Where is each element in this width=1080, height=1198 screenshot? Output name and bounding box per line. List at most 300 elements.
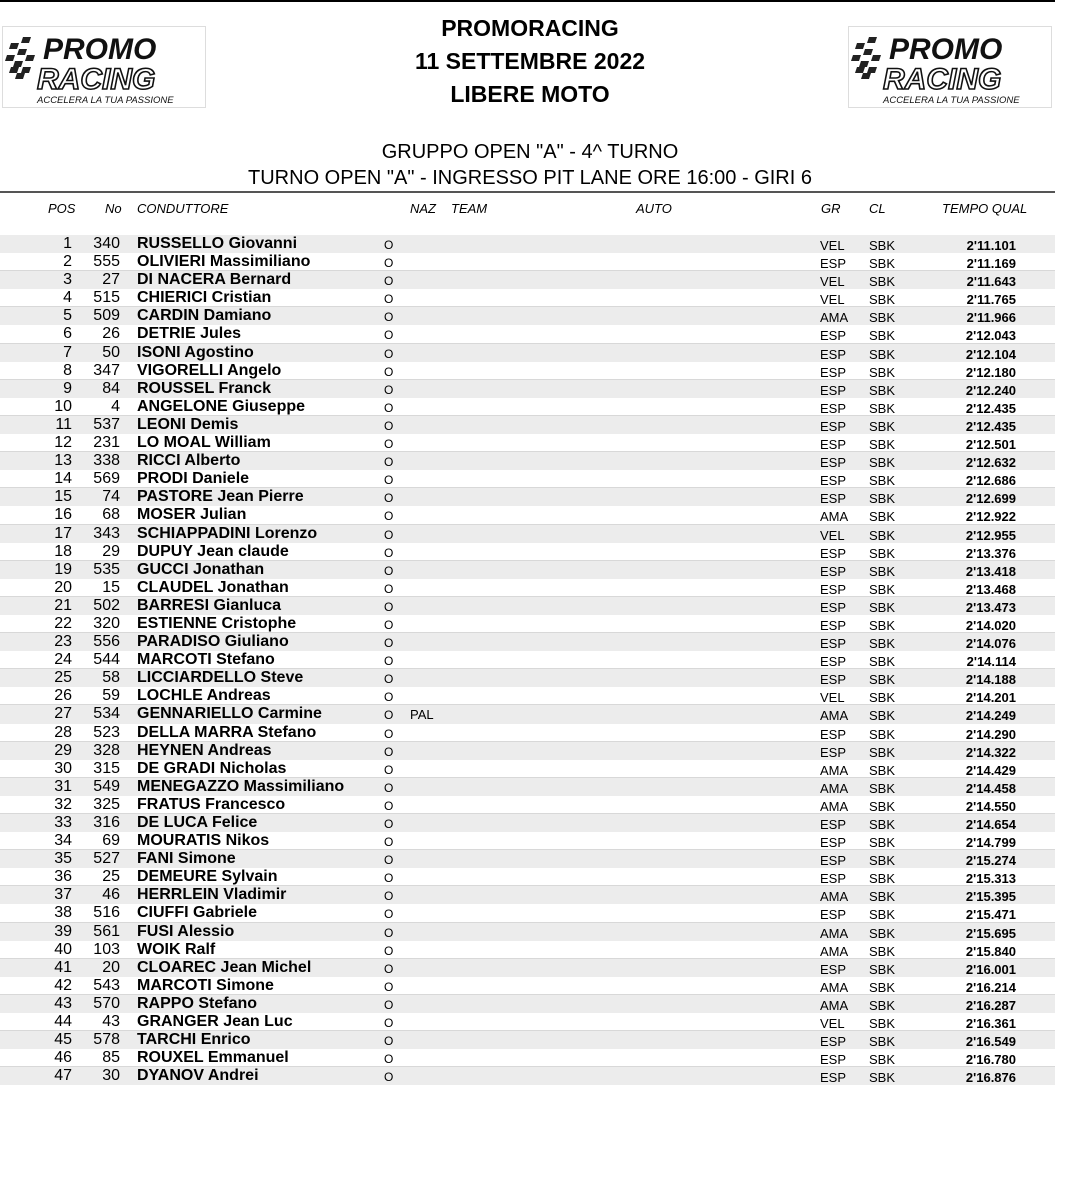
row-driver: LOCHLE Andreas <box>137 687 271 705</box>
row-naz: O <box>384 400 394 415</box>
title-line-1: PROMORACING <box>441 15 619 41</box>
table-row <box>0 633 1055 651</box>
row-number: 537 <box>93 415 120 433</box>
row-naz: O <box>384 455 394 470</box>
row-naz: O <box>384 744 394 759</box>
row-time: 2'14.188 <box>965 672 1016 688</box>
row-driver: DUPUY Jean claude <box>137 542 289 560</box>
row-naz: O <box>384 889 394 904</box>
table-row <box>0 778 1055 796</box>
row-naz: O <box>384 1016 394 1031</box>
document-title <box>330 12 730 111</box>
svg-text:PROMO: PROMO <box>43 33 157 66</box>
row-pos: 16 <box>54 506 72 524</box>
row-group: ESP <box>820 654 847 670</box>
table-row <box>0 561 1055 579</box>
svg-text:ACCELERA LA TUA PASSIONE: ACCELERA LA TUA PASSIONE <box>37 95 174 106</box>
row-pos: 8 <box>63 361 72 379</box>
row-class: SBK <box>869 563 896 579</box>
table-row <box>0 380 1055 398</box>
row-class: SBK <box>869 961 896 977</box>
row-naz: O <box>384 654 394 669</box>
row-class: SBK <box>869 491 896 507</box>
row-number: 29 <box>102 542 120 560</box>
row-time: 2'11.966 <box>966 310 1016 326</box>
row-number: 549 <box>93 777 120 795</box>
row-driver: FUSI Alessio <box>137 922 235 940</box>
row-driver: ROUSSEL Franck <box>137 379 271 397</box>
table-row <box>0 470 1055 488</box>
row-pos: 5 <box>63 307 72 325</box>
table-row <box>0 253 1055 271</box>
row-driver: LO MOAL William <box>137 434 271 452</box>
row-number: 543 <box>93 976 120 994</box>
row-time: 2'16.876 <box>965 1070 1016 1086</box>
row-pos: 46 <box>54 1049 72 1067</box>
row-time: 2'12.955 <box>965 527 1016 543</box>
row-class: SBK <box>869 853 896 869</box>
table-row <box>0 742 1055 760</box>
row-time: 2'16.001 <box>965 961 1016 977</box>
row-pos: 41 <box>54 958 72 976</box>
row-group: ESP <box>820 346 847 362</box>
row-naz: O <box>384 382 394 397</box>
table-row <box>0 525 1055 543</box>
table-row <box>0 398 1055 416</box>
row-time: 2'12.922 <box>965 509 1016 525</box>
table-row <box>0 868 1055 886</box>
row-class: SBK <box>869 382 896 398</box>
row-naz: O <box>384 997 394 1012</box>
row-number: 68 <box>102 506 120 524</box>
row-driver: ROUXEL Emmanuel <box>137 1049 289 1067</box>
row-time: 2'11.643 <box>966 274 1016 290</box>
row-group: AMA <box>820 780 849 796</box>
results-table <box>0 235 1055 1085</box>
row-class: SBK <box>869 473 896 489</box>
row-pos: 26 <box>54 687 72 705</box>
col-header-pos: POS <box>48 201 76 216</box>
row-group: ESP <box>820 835 847 851</box>
row-driver: MARCOTI Stefano <box>137 651 275 669</box>
row-class: SBK <box>869 1052 896 1068</box>
row-time: 2'15.840 <box>965 943 1016 959</box>
row-number: 103 <box>93 940 120 958</box>
row-driver: FANI Simone <box>137 850 236 868</box>
row-group: AMA <box>820 943 849 959</box>
row-naz: O <box>384 491 394 506</box>
row-driver: SCHIAPPADINI Lorenzo <box>137 524 318 542</box>
session-group: GRUPPO OPEN "A" - 4^ TURNO <box>381 141 679 163</box>
row-group: ESP <box>820 473 847 489</box>
row-naz: O <box>384 762 394 777</box>
row-class: SBK <box>869 907 896 923</box>
row-class: SBK <box>869 599 896 615</box>
row-pos: 47 <box>54 1067 72 1085</box>
row-group: ESP <box>820 744 847 760</box>
row-group: ESP <box>820 672 847 688</box>
row-group: ESP <box>820 1070 847 1086</box>
row-naz: O <box>384 581 394 596</box>
row-pos: 7 <box>63 343 72 361</box>
row-driver: PARADISO Giuliano <box>137 633 289 651</box>
row-group: ESP <box>820 817 847 832</box>
col-header-cl: CL <box>869 201 886 216</box>
table-row <box>0 452 1055 470</box>
row-number: 30 <box>102 1067 120 1085</box>
row-group: AMA <box>820 889 849 905</box>
session-details: TURNO OPEN "A" - INGRESSO PIT LANE ORE 16:00 - GIRI 6 <box>248 167 812 189</box>
row-naz: O <box>384 292 394 307</box>
row-class: SBK <box>869 636 896 652</box>
row-time: 2'12.632 <box>965 455 1016 471</box>
row-number: 27 <box>102 271 120 289</box>
row-number: 325 <box>93 795 120 813</box>
row-driver: MOSER Julian <box>137 506 247 524</box>
row-group: AMA <box>820 798 849 814</box>
row-driver: MARCOTI Simone <box>137 976 274 994</box>
row-driver: GENNARIELLO Carmine <box>137 705 322 723</box>
row-number: 544 <box>93 651 120 669</box>
row-group: AMA <box>820 509 849 525</box>
row-driver: RUSSELLO Giovanni <box>137 235 298 252</box>
row-time: 2'15.274 <box>965 853 1016 869</box>
row-pos: 28 <box>54 723 72 741</box>
table-row <box>0 705 1055 723</box>
row-time: 2'14.799 <box>965 835 1016 851</box>
row-time: 2'12.180 <box>965 364 1016 380</box>
row-number: 570 <box>93 994 120 1012</box>
row-class: SBK <box>869 310 896 326</box>
table-row <box>0 325 1055 343</box>
row-time: 2'14.201 <box>965 690 1016 706</box>
row-number: 340 <box>93 235 120 252</box>
row-number: 347 <box>93 361 120 379</box>
row-driver: TARCHI Enrico <box>137 1031 251 1049</box>
row-pos: 3 <box>63 271 72 289</box>
row-number: 556 <box>93 633 120 651</box>
row-number: 59 <box>102 687 120 705</box>
row-naz: O <box>384 418 394 433</box>
table-row <box>0 307 1055 325</box>
row-naz: O <box>384 943 394 958</box>
row-class: SBK <box>869 889 896 905</box>
row-time: 2'16.287 <box>965 997 1016 1013</box>
row-number: 569 <box>93 470 120 488</box>
row-pos: 29 <box>54 741 72 759</box>
row-class: SBK <box>869 238 896 253</box>
row-group: ESP <box>820 256 847 272</box>
row-number: 516 <box>93 904 120 922</box>
row-driver: DELLA MARRA Stefano <box>137 723 317 741</box>
row-time: 2'12.043 <box>965 328 1016 344</box>
row-class: SBK <box>869 817 896 832</box>
row-number: 69 <box>102 832 120 850</box>
row-number: 515 <box>93 289 120 307</box>
row-class: SBK <box>869 997 896 1013</box>
row-naz: O <box>384 925 394 940</box>
row-time: 2'16.549 <box>965 1034 1016 1050</box>
row-time: 2'12.686 <box>965 473 1016 489</box>
row-group: ESP <box>820 545 847 561</box>
row-number: 561 <box>93 922 120 940</box>
row-driver: DYANOV Andrei <box>137 1067 259 1085</box>
row-class: SBK <box>869 545 896 561</box>
row-group: AMA <box>820 997 849 1013</box>
row-time: 2'14.076 <box>965 636 1016 652</box>
row-group: AMA <box>820 925 849 941</box>
row-group: ESP <box>820 853 847 869</box>
row-driver: LEONI Demis <box>137 415 239 433</box>
row-time: 2'12.104 <box>965 346 1016 362</box>
row-group: ESP <box>820 418 847 434</box>
svg-text:RACING: RACING <box>37 63 156 96</box>
row-number: 46 <box>102 886 120 904</box>
row-pos: 11 <box>55 415 72 433</box>
row-number: 74 <box>102 488 120 506</box>
row-naz: O <box>384 545 394 560</box>
table-row <box>0 506 1055 524</box>
row-pos: 45 <box>54 1031 72 1049</box>
table-row <box>0 941 1055 959</box>
row-time: 2'14.429 <box>965 762 1016 778</box>
row-number: 58 <box>102 669 120 687</box>
row-driver: PRODI Daniele <box>137 470 250 488</box>
col-header-driver: CONDUTTORE <box>137 201 229 216</box>
row-class: SBK <box>869 527 896 543</box>
row-class: SBK <box>869 979 896 995</box>
table-row <box>0 597 1055 615</box>
row-pos: 34 <box>54 832 72 850</box>
table-row <box>0 1031 1055 1049</box>
row-time: 2'16.361 <box>965 1016 1016 1032</box>
row-time: 2'13.468 <box>965 581 1016 597</box>
row-number: 50 <box>102 343 120 361</box>
row-number: 320 <box>93 614 120 632</box>
row-group: ESP <box>820 617 847 633</box>
row-class: SBK <box>869 925 896 941</box>
row-group: ESP <box>820 563 847 579</box>
row-pos: 13 <box>54 452 72 470</box>
row-driver: RAPPO Stefano <box>137 994 258 1012</box>
row-pos: 21 <box>54 596 72 614</box>
row-pos: 20 <box>54 578 72 596</box>
col-header-auto: AUTO <box>636 201 672 216</box>
row-naz: O <box>384 636 394 651</box>
row-driver: CHIERICI Cristian <box>137 289 272 307</box>
row-group: VEL <box>820 238 845 253</box>
row-time: 2'12.435 <box>965 400 1016 416</box>
row-group: ESP <box>820 581 847 597</box>
row-naz: O <box>384 853 394 868</box>
svg-text:RACING: RACING <box>883 63 1002 96</box>
col-header-team: TEAM <box>451 201 488 216</box>
row-class: SBK <box>869 400 896 416</box>
top-rule <box>0 0 1055 2</box>
row-number: 26 <box>102 325 120 343</box>
promoracing-logo-right <box>848 26 1052 108</box>
svg-text:ACCELERA LA TUA PASSIONE: ACCELERA LA TUA PASSIONE <box>883 95 1020 106</box>
table-row <box>0 923 1055 941</box>
row-group: VEL <box>820 527 845 543</box>
row-pos: 40 <box>54 940 72 958</box>
row-pos: 9 <box>63 379 72 397</box>
row-number: 20 <box>102 958 120 976</box>
row-pos: 32 <box>54 795 72 813</box>
row-driver: HERRLEIN Vladimir <box>137 886 287 904</box>
row-group: VEL <box>820 274 845 290</box>
row-time: 2'12.240 <box>965 382 1016 398</box>
row-time: 2'14.249 <box>965 708 1016 724</box>
row-class: SBK <box>869 346 896 362</box>
row-time: 2'12.699 <box>965 491 1016 507</box>
row-driver: GUCCI Jonathan <box>137 560 265 578</box>
row-number: 509 <box>93 307 120 325</box>
row-pos: 43 <box>54 994 72 1012</box>
row-number: 15 <box>102 578 120 596</box>
col-header-no: No <box>105 201 122 216</box>
row-time: 2'13.473 <box>965 599 1016 615</box>
row-naz: O <box>384 617 394 632</box>
row-naz: O <box>384 1052 394 1067</box>
table-row <box>0 760 1055 778</box>
row-team: PAL <box>410 707 434 723</box>
row-time: 2'12.435 <box>965 418 1016 434</box>
row-pos: 38 <box>54 904 72 922</box>
row-number: 84 <box>102 379 120 397</box>
row-class: SBK <box>869 1016 896 1032</box>
row-driver: WOIK Ralf <box>137 940 216 958</box>
row-driver: ANGELONE Giuseppe <box>137 397 306 415</box>
table-row <box>0 886 1055 904</box>
row-naz: O <box>384 708 394 723</box>
table-row <box>0 289 1055 307</box>
row-group: ESP <box>820 364 847 380</box>
table-row <box>0 362 1055 380</box>
row-group: ESP <box>820 455 847 471</box>
row-class: SBK <box>869 292 896 308</box>
table-row <box>0 1067 1055 1085</box>
row-naz: O <box>384 346 394 361</box>
row-pos: 42 <box>54 976 72 994</box>
row-time: 2'15.313 <box>965 871 1016 887</box>
row-time: 2'15.695 <box>965 925 1016 941</box>
row-naz: O <box>384 310 394 325</box>
row-driver: FRATUS Francesco <box>137 795 286 813</box>
row-driver: CIUFFI Gabriele <box>137 904 258 922</box>
table-row <box>0 832 1055 850</box>
table-row <box>0 271 1055 289</box>
row-naz: O <box>384 1070 394 1085</box>
row-class: SBK <box>869 672 896 688</box>
row-naz: O <box>384 672 394 687</box>
col-header-time: TEMPO QUAL <box>942 201 1028 216</box>
row-time: 2'14.654 <box>965 817 1016 832</box>
row-pos: 14 <box>54 470 72 488</box>
row-driver: BARRESI Gianluca <box>137 596 282 614</box>
col-header-gr: GR <box>821 201 841 216</box>
row-driver: GRANGER Jean Luc <box>137 1013 293 1031</box>
row-driver: MENEGAZZO Massimiliano <box>137 777 345 795</box>
row-time: 2'11.101 <box>966 238 1016 253</box>
table-row <box>0 434 1055 452</box>
table-row <box>0 615 1055 633</box>
row-driver: DI NACERA Bernard <box>137 271 292 289</box>
table-row <box>0 904 1055 922</box>
row-class: SBK <box>869 744 896 760</box>
row-naz: O <box>384 509 394 524</box>
title-line-2: 11 SETTEMBRE 2022 <box>414 48 646 74</box>
row-pos: 12 <box>54 434 72 452</box>
row-pos: 30 <box>54 759 72 777</box>
row-time: 2'14.290 <box>965 726 1016 742</box>
row-pos: 24 <box>54 651 72 669</box>
row-naz: O <box>384 527 394 542</box>
row-pos: 37 <box>54 886 72 904</box>
row-pos: 4 <box>63 289 72 307</box>
row-group: ESP <box>820 636 847 652</box>
row-naz: O <box>384 817 394 831</box>
promoracing-logo-left <box>2 26 206 108</box>
row-class: SBK <box>869 418 896 434</box>
row-number: 85 <box>102 1049 120 1067</box>
row-driver: PASTORE Jean Pierre <box>137 488 304 506</box>
row-pos: 10 <box>54 397 72 415</box>
row-naz: O <box>384 563 394 578</box>
row-pos: 23 <box>54 633 72 651</box>
row-time: 2'14.550 <box>965 798 1016 814</box>
row-driver: ISONI Agostino <box>137 343 254 361</box>
row-driver: CLOAREC Jean Michel <box>137 958 312 976</box>
row-naz: O <box>384 907 394 922</box>
row-number: 4 <box>111 397 120 415</box>
row-class: SBK <box>869 274 896 290</box>
row-group: ESP <box>820 437 847 453</box>
row-driver: DE LUCA Felice <box>137 814 258 831</box>
row-group: VEL <box>820 690 845 706</box>
row-class: SBK <box>869 780 896 796</box>
row-time: 2'14.020 <box>965 617 1016 633</box>
row-group: AMA <box>820 979 849 995</box>
table-row <box>0 850 1055 868</box>
row-class: SBK <box>869 581 896 597</box>
row-number: 502 <box>93 596 120 614</box>
row-naz: O <box>384 238 394 252</box>
table-row <box>0 416 1055 434</box>
row-number: 534 <box>93 705 120 723</box>
row-driver: OLIVIERI Massimiliano <box>137 253 311 271</box>
row-group: ESP <box>820 599 847 615</box>
row-pos: 2 <box>63 253 72 271</box>
row-pos: 35 <box>54 850 72 868</box>
row-driver: LICCIARDELLO Steve <box>137 669 304 687</box>
row-driver: HEYNEN Andreas <box>137 741 272 759</box>
row-number: 578 <box>93 1031 120 1049</box>
row-class: SBK <box>869 509 896 525</box>
row-driver: ESTIENNE Cristophe <box>137 614 297 632</box>
row-pos: 31 <box>54 777 72 795</box>
row-naz: O <box>384 979 394 994</box>
row-number: 527 <box>93 850 120 868</box>
table-row <box>0 1013 1055 1031</box>
row-time: 2'11.765 <box>966 292 1016 308</box>
row-naz: O <box>384 690 394 705</box>
row-class: SBK <box>869 762 896 778</box>
row-number: 343 <box>93 524 120 542</box>
table-row <box>0 1049 1055 1067</box>
row-naz: O <box>384 599 394 614</box>
row-group: ESP <box>820 961 847 977</box>
